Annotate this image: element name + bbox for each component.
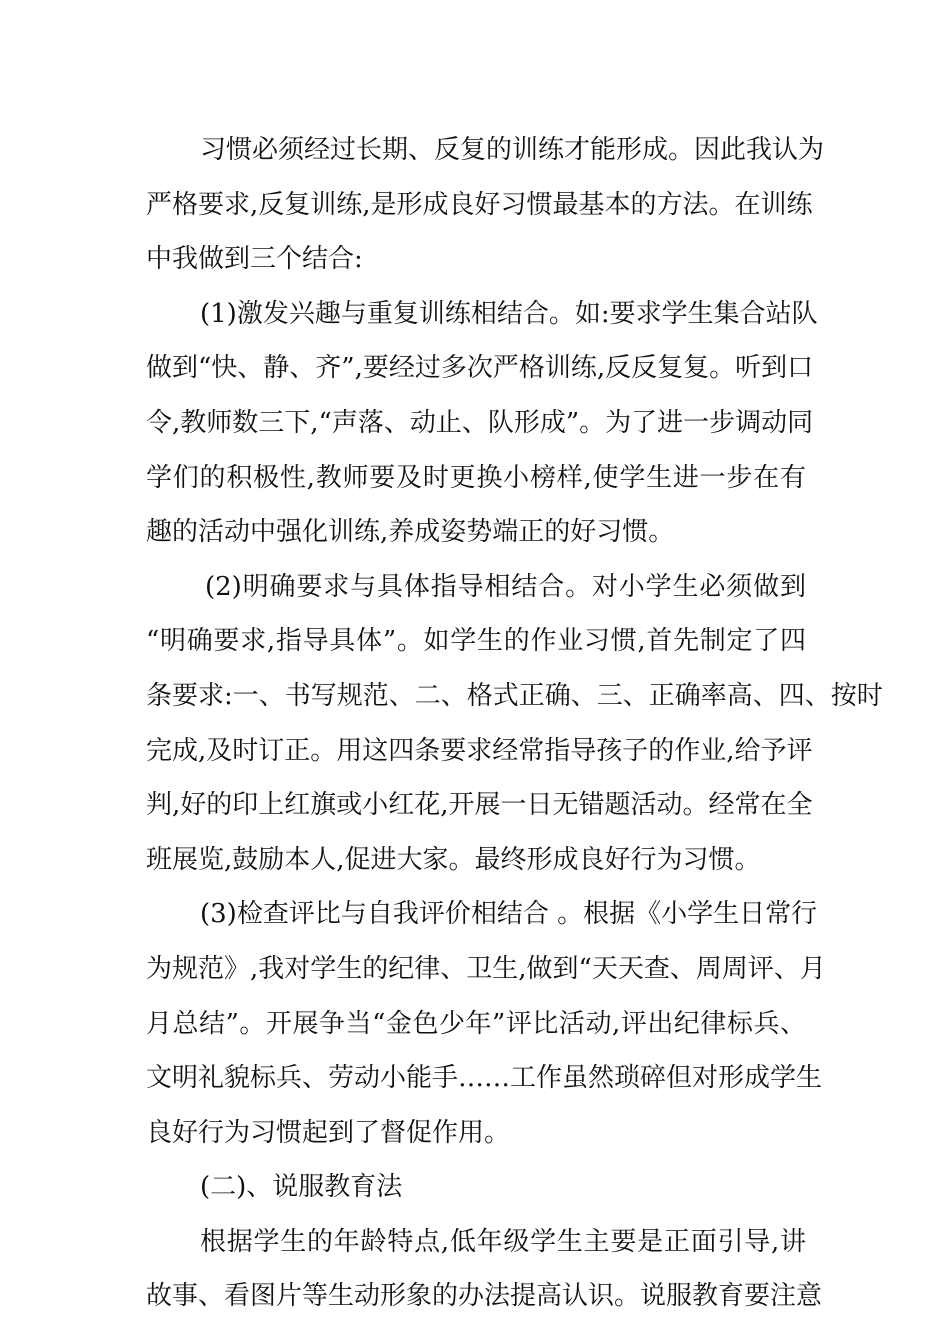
heading-persuasion-education: (二)、说服教育法 <box>200 1172 403 1203</box>
text-line: 完成,及时订正。用这四条要求经常指导孩子的作业,给予评 <box>146 735 813 766</box>
text-line: 做到“快、静、齐”,要经过多次严格训练,反反复复。听到口 <box>146 353 814 384</box>
text-line: 严格要求,反复训练,是形成良好习惯最基本的方法。在训练 <box>146 189 813 220</box>
text-line: 为规范》,我对学生的纪律、卫生,做到“天天查、周周评、月 <box>146 953 826 984</box>
paragraph-point-3 <box>146 887 826 1160</box>
text-line: (3)检查评比与自我评价相结合 。根据《小学生日常行 <box>200 899 818 930</box>
text-line: 根据学生的年龄特点,低年级学生主要是正面引导,讲 <box>200 1226 806 1257</box>
paragraph-point-1 <box>146 287 818 560</box>
paragraph-persuasion <box>146 1215 823 1324</box>
text-line: 文明礼貌标兵、劳动小能手……工作虽然琐碎但对形成学生 <box>146 1063 823 1094</box>
paragraph-habit-training <box>146 123 825 287</box>
text-line: 学们的积极性,教师要及时更换小榜样,使学生进一步在有 <box>146 462 806 493</box>
text-line: 故事、看图片等生动形象的办法提高认识。说服教育要注意 <box>146 1281 823 1312</box>
text-line: 趣的活动中强化训练,养成姿势端正的好习惯。 <box>146 517 675 548</box>
section-heading <box>146 1160 806 1215</box>
text-line: (2)明确要求与具体指导相结合。对小学生必须做到 <box>205 571 806 602</box>
text-line: 习惯必须经过长期、反复的训练才能形成。因此我认为 <box>200 135 825 165</box>
text-line: (1)激发兴趣与重复训练相结合。如:要求学生集合站队 <box>200 298 818 329</box>
text-line: 班展览,鼓励本人,促进大家。最终形成良好行为习惯。 <box>146 844 761 875</box>
text-line: 令,教师数三下,“声落、动止、队形成”。为了进一步调动同 <box>146 407 814 438</box>
text-line: 良好行为习惯起到了督促作用。 <box>146 1117 511 1148</box>
text-line: “明确要求,指导具体”。如学生的作业习惯,首先制定了四 <box>146 626 806 657</box>
paragraph-point-2 <box>146 560 883 888</box>
text-line: 条要求:一、书写规范、二、格式正确、三、正确率高、四、按时 <box>146 680 883 711</box>
text-line: 判,好的印上红旗或小红花,开展一日无错题活动。经常在全 <box>146 790 813 821</box>
document-body <box>146 123 883 1324</box>
text-line: 月总结”。开展争当“金色少年”评比活动,评出纪律标兵、 <box>146 1008 806 1039</box>
text-line: 中我做到三个结合: <box>146 244 363 275</box>
